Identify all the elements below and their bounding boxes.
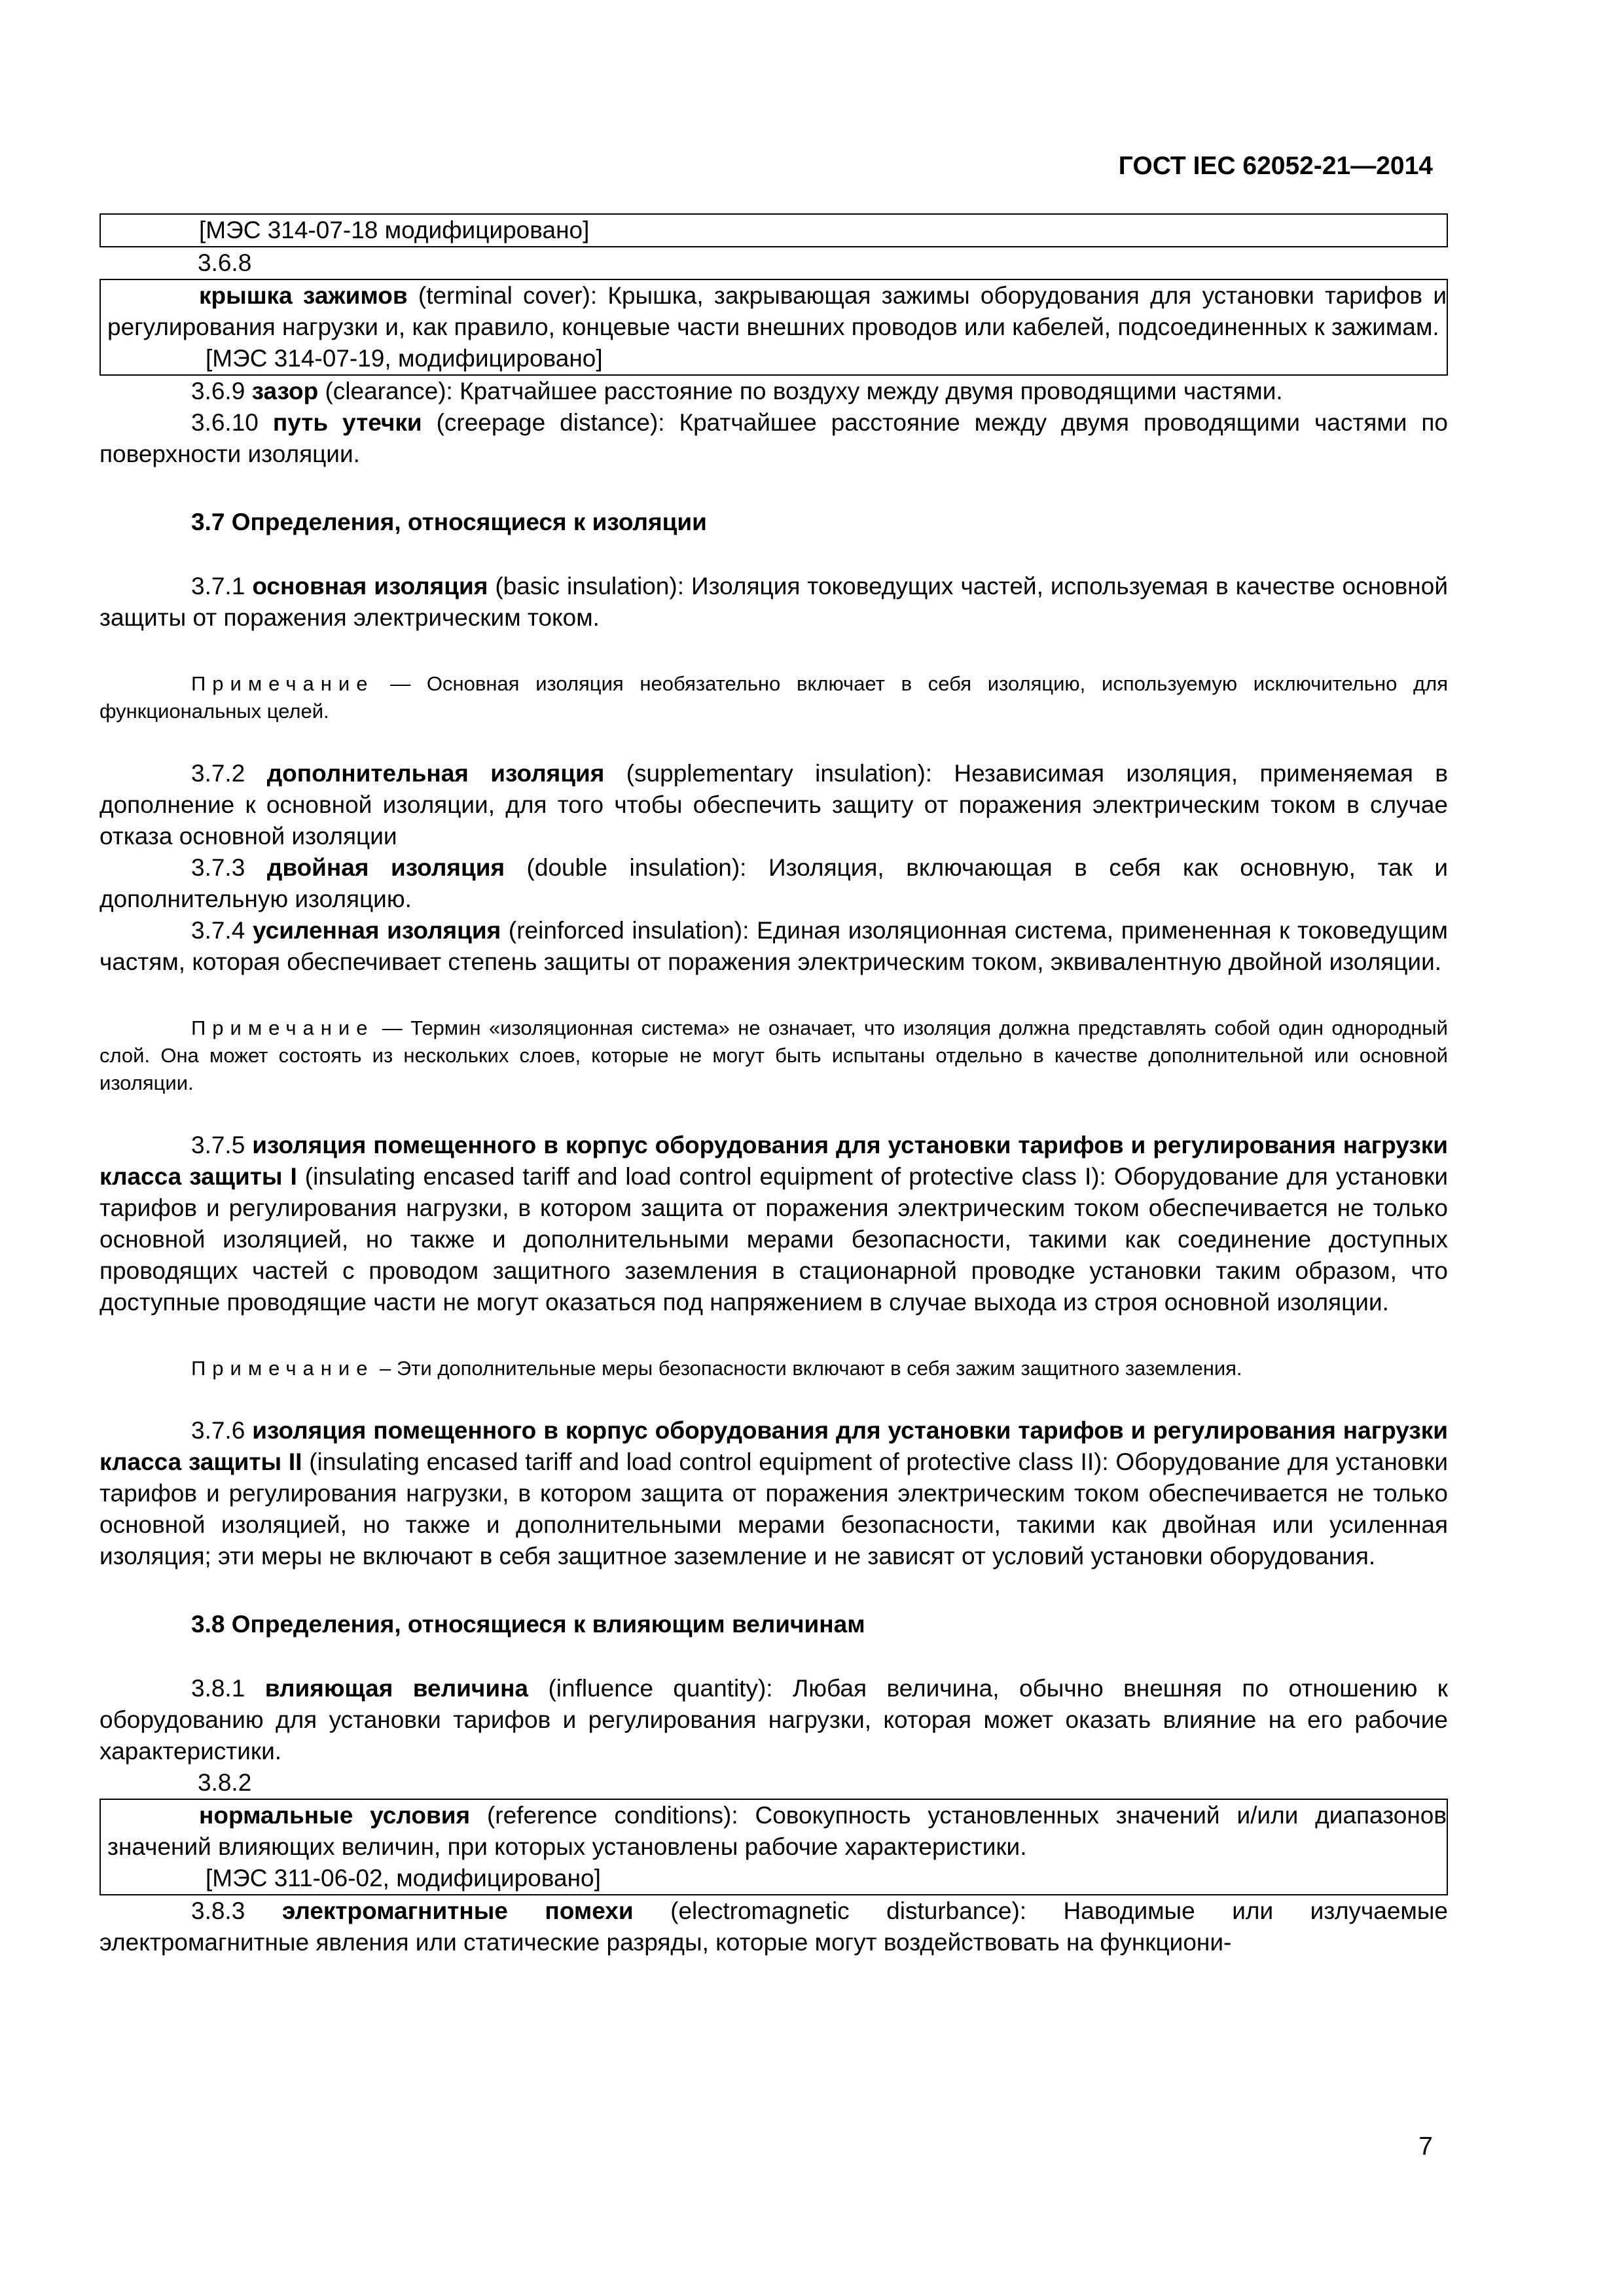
clause-number: 3.8.3 — [191, 1897, 282, 1924]
document-header: ГОСТ IEC 62052-21—2014 — [1118, 152, 1433, 180]
term-box-terminal-cover — [99, 279, 1448, 376]
term: электромагнитные помехи — [281, 1897, 634, 1924]
term: усиленная изоляция — [252, 917, 501, 944]
note-label: Примечание — [191, 1357, 374, 1380]
definition-text: (creepage distance): Кратчайшее расстояние между двумя проводящими частями по поверхности изоляции. — [99, 409, 1448, 467]
clause-number: 3.8.1 — [191, 1675, 265, 1702]
term: крышка зажимов — [199, 282, 408, 309]
definition-paragraph — [107, 280, 1447, 343]
note-paragraph — [99, 1014, 1448, 1097]
definition-paragraph — [99, 376, 1448, 407]
note-label: Примечание — [191, 1016, 374, 1039]
definition-text: (insulating encased tariff and load control equipment of protective class II): Оборудование для установки тарифов и регулирования нагрузки, в котором защита от поражения электрическим током обеспечивается не только основной изоляцией, но также и дополнительными мерами безопасности, такими как двойная или усиленная изоляция; эти меры не включают в себя защитное заземление и не зависят от условий установки оборудования. — [99, 1448, 1448, 1570]
definition-paragraph — [99, 1415, 1448, 1572]
term: путь утечки — [272, 409, 422, 436]
term-box-reference-conditions — [99, 1799, 1448, 1895]
definition-paragraph — [107, 1800, 1447, 1863]
definition-text: (clearance): Кратчайшее расстояние по воздуху между двумя проводящими частями. — [318, 378, 1283, 404]
clause-number: 3.7.6 — [191, 1417, 253, 1444]
note-paragraph — [99, 1355, 1448, 1382]
definition-paragraph — [99, 1130, 1448, 1318]
iec-reference: [МЭС 311-06-02, модифицировано] — [206, 1865, 601, 1892]
section-heading: 3.7 Определения, относящиеся к изоляции — [191, 509, 707, 535]
clause-number: 3.6.10 — [191, 409, 273, 436]
definition-paragraph — [99, 852, 1448, 915]
note-text: — Основная изоляция необязательно включает в себя изоляцию, используемую исключительно для функциональных целей. — [99, 672, 1448, 723]
definition-paragraph — [99, 407, 1448, 470]
note-paragraph — [99, 670, 1448, 725]
definition-paragraph — [99, 1895, 1448, 1958]
definition-paragraph — [99, 915, 1448, 978]
definition-text: (electromagnetic disturbance): Наводимые или излучаемые электромагнитные явления или статические разряды, которые могут воздействовать на функциони- — [99, 1897, 1449, 1956]
term: дополнительная изоляция — [266, 760, 605, 787]
term: изоляция помещенного в корпус оборудования для установки тарифов и регулирования нагрузки класса защиты I — [99, 1132, 1448, 1190]
section-heading: 3.8 Определения, относящиеся к влияющим величинам — [191, 1611, 865, 1638]
definition-text: (terminal cover): Крышка, закрывающая зажимы оборудования для установки тарифов и регулирования нагрузки и, как правило, концевые части внешних проводов или кабелей, подсоединенных к зажимам. — [107, 282, 1447, 340]
clause-number: 3.6.9 — [191, 378, 252, 404]
document-body — [99, 213, 1448, 1958]
definition-paragraph — [99, 1673, 1448, 1767]
term: влияющая величина — [264, 1675, 528, 1702]
clause-number: 3.7.5 — [191, 1132, 253, 1158]
definition-text: (reinforced insulation): Единая изоляционная система, примененная к токоведущим частям, которая обеспечивает степень защиты от поражения электрическим током, эквивалентную двойной изоляции. — [99, 917, 1448, 975]
clause-number: 3.7.2 — [191, 760, 267, 787]
definition-text: (basic insulation): Изоляция токоведущих частей, используемая в качестве основной защиты от поражения электрическим током. — [99, 573, 1448, 631]
iec-reference-box: [МЭС 314-07-18 модифицировано] — [99, 213, 1448, 247]
term: зазор — [251, 378, 319, 404]
clause-number: 3.7.4 — [191, 917, 253, 944]
page-number: 7 — [1418, 2132, 1433, 2161]
clause-number: 3.7.1 — [191, 573, 253, 600]
definition-text: (supplementary insulation): Независимая изоляция, применяемая в дополнение к основной изоляции, для того чтобы обеспечить защиту от поражения электрическим током в случае отказа основной изоляции — [99, 760, 1448, 850]
term: изоляция помещенного в корпус оборудования для установки тарифов и регулирования нагрузки класса защиты II — [99, 1417, 1448, 1475]
clause-number: 3.6.8 — [198, 249, 252, 276]
definition-text: (influence quantity): Любая величина, обычно внешняя по отношению к оборудованию для установки тарифов и регулирования нагрузки, которая может оказать влияние на его рабочие характеристики. — [99, 1675, 1448, 1765]
term: двойная изоляция — [266, 854, 505, 881]
definition-paragraph — [99, 571, 1448, 634]
definition-text: (insulating encased tariff and load control equipment of protective class I): Оборудование для установки тарифов и регулирования нагрузки, в котором защита от поражения электрическим током обеспечивается не только основной изоляцией, но также и дополнительными мерами безопасности, такими как соединение доступных проводящих частей с проводом защитного заземления в стационарной проводке установки таким образом, что доступные проводящие части не могут оказаться под напряжением в случае выхода из строя основной изоляции. — [99, 1163, 1448, 1316]
iec-reference: [МЭС 314-07-19, модифицировано] — [206, 345, 603, 372]
definition-text: (reference conditions): Совокупность установленных значений и/или диапазонов значений влияющих величин, при которых установлены рабочие характеристики. — [107, 1802, 1447, 1860]
note-label: Примечание — [191, 672, 374, 695]
term: нормальные условия — [199, 1802, 471, 1829]
definition-paragraph — [99, 758, 1448, 852]
note-text: — Термин «изоляционная система» не означает, что изоляция должна представлять собой один однородный слой. Она может состоять из нескольких слоев, которые не могут быть испытаны отдельно в качестве дополнительной или основной изоляции. — [99, 1016, 1448, 1094]
clause-number: 3.7.3 — [191, 854, 267, 881]
clause-number: 3.8.2 — [198, 1769, 252, 1796]
note-text: – Эти дополнительные меры безопасности включают в себя зажим защитного заземления. — [374, 1357, 1242, 1380]
definition-text: (double insulation): Изоляция, включающая в себя как основную, так и дополнительную изоляцию. — [99, 854, 1448, 912]
term: основная изоляция — [252, 573, 488, 600]
